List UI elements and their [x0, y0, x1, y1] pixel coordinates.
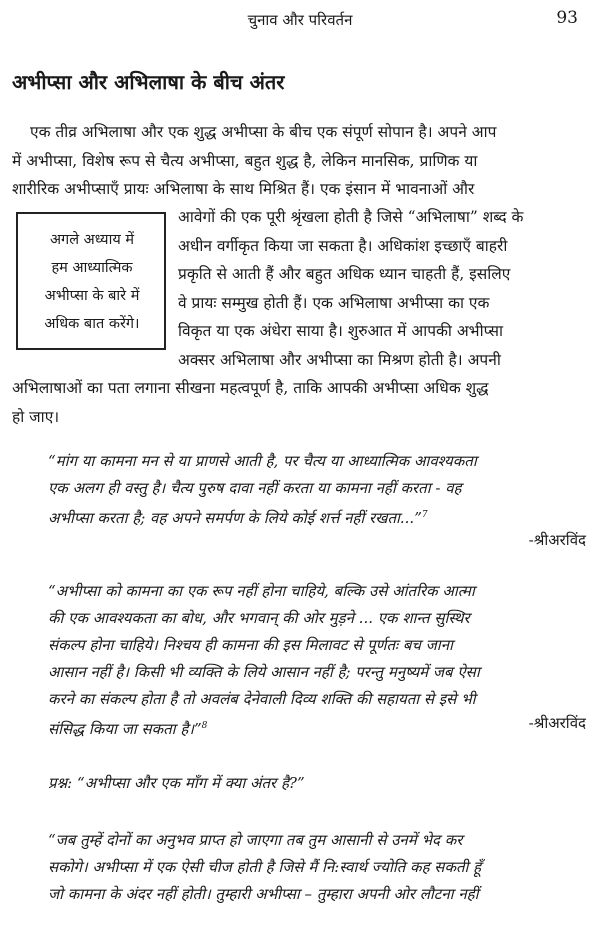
quote-line: [48, 502, 588, 532]
paragraph-line: विकृत या एक अंधेरा साया है। शुरुआत में आपकी अभीप्सा: [178, 322, 503, 340]
page-header: [0, 0, 600, 40]
quote-line: आसान नहीं है। किसी भी व्यक्ति के लिये आसान नहीं है; परन्तु मनुष्यमें जब ऐसा: [48, 663, 480, 681]
question-line: प्रश्न: “अभीप्सा और एक माँग में क्या अंतर है?”: [48, 774, 305, 792]
quote-sri-aurobindo-2: [48, 578, 588, 743]
paragraph-line: प्रकृति से आती हैं और बहुत अधिक ध्यान चाहती हैं, इसलिए: [178, 265, 511, 283]
paragraph-line: हो जाए।: [12, 407, 60, 426]
page-number: 93: [556, 8, 578, 28]
quote-line: “जब तुम्हें दोनों का अनुभव प्राप्त हो जाएगा तब तुम आसानी से उनमें भेद कर: [48, 831, 463, 849]
quote-line: सकोगे। अभीप्सा में एक ऐसी चीज होती है जिसे मैं नि:स्वार्थ ज्योति कह सकती हूँ: [48, 858, 482, 876]
paragraph-line: आवेगों की एक पूरी श्रृंखला होती है जिसे “अभिलाषा” शब्द के: [178, 208, 524, 226]
sidebar-note-box: [16, 212, 166, 350]
answer-quote: [48, 827, 588, 908]
quote-line-text: अभीप्सा करता है; वह अपने समर्पण के लिये कोई शर्त्त नहीं रखता...”: [48, 509, 422, 527]
body-paragraph-top: [12, 118, 588, 204]
quote-line-text: संसिद्ध किया जा सकता है।”: [48, 720, 202, 738]
quote-line: जो कामना के अंदर नहीं होती। तुम्हारी अभीप्सा – तुम्हारा अपनी ओर लौटना नहीं: [48, 885, 479, 903]
paragraph-line: एक तीव्र अभिलाषा और एक शुद्ध अभीप्सा के बीच एक संपूर्ण सोपान है। अपने आप: [30, 123, 497, 141]
running-title: चुनाव और परिवर्तन: [247, 11, 353, 29]
sidebar-note-line: अगले अध्याय में: [49, 232, 135, 248]
paragraph-line: अधीन वर्गीकृत किया जा सकता है। अधिकांश इच्छाएँ बाहरी: [178, 236, 508, 255]
sidebar-note-line: अधिक बात करेंगे।: [44, 316, 140, 332]
body-paragraph-wrapped: [178, 203, 588, 374]
footnote-marker: 8: [201, 721, 208, 731]
paragraph-line: अभिलाषाओं का पता लगाना सीखना महत्वपूर्ण है, ताकि आपकी अभीप्सा अधिक शुद्ध: [12, 379, 489, 397]
quote-line: एक अलग ही वस्तु है। चैत्य पुरुष दावा नहीं करता या कामना नहीं करता - वह: [48, 479, 462, 497]
paragraph-line: शारीरिक अभीप्साएँ प्रायः अभिलाषा के साथ मिश्रित हैं। एक इंसान में भावनाओं और: [12, 180, 475, 198]
quote-line: [48, 713, 588, 743]
quote-attribution: -श्रीअरविंद: [528, 714, 586, 732]
sidebar-note-line: अभीप्सा के बारे में: [44, 288, 140, 304]
quote-line: “मांग या कामना मन से या प्राणसे आती है, पर चैत्य या आध्यात्मिक आवश्यकता: [48, 452, 477, 470]
quote-line: संकल्प होना चाहिये। निश्चय ही कामना की इस मिलावट से पूर्णतः बच जाना: [48, 636, 453, 654]
paragraph-line: में अभीप्सा, विशेष रूप से चैत्य अभीप्सा, बहुत शुद्ध है, लेकिन मानसिक, प्राणिक या: [12, 151, 478, 170]
quote-line: “अभीप्सा को कामना का एक रूप नहीं होना चाहिये, बल्कि उसे आंतरिक आत्मा: [48, 582, 475, 600]
quote-sri-aurobindo-1: [48, 448, 588, 532]
section-heading: अभीप्सा और अभिलाषा के बीच अंतर: [12, 70, 285, 94]
paragraph-line: अक्सर अभिलाषा और अभीप्सा का मिश्रण होती है। अपनी: [178, 350, 501, 369]
body-paragraph-end: [12, 374, 588, 431]
quote-line: करने का संकल्प होता है तो अवलंब देनेवाली दिव्य शक्ति की सहायता से इसे भी: [48, 690, 476, 708]
quote-attribution: -श्रीअरविंद: [528, 531, 586, 549]
footnote-marker: 7: [421, 510, 428, 520]
paragraph-line: वे प्रायः सम्मुख होती हैं। एक अभिलाषा अभीप्सा का एक: [178, 293, 490, 312]
sidebar-note-line: हम आध्यात्मिक: [51, 260, 133, 276]
quote-line: की एक आवश्यकता का बोध, और भगवान् की ओर मुड़ने ... एक शान्त सुस्थिर: [48, 609, 470, 627]
